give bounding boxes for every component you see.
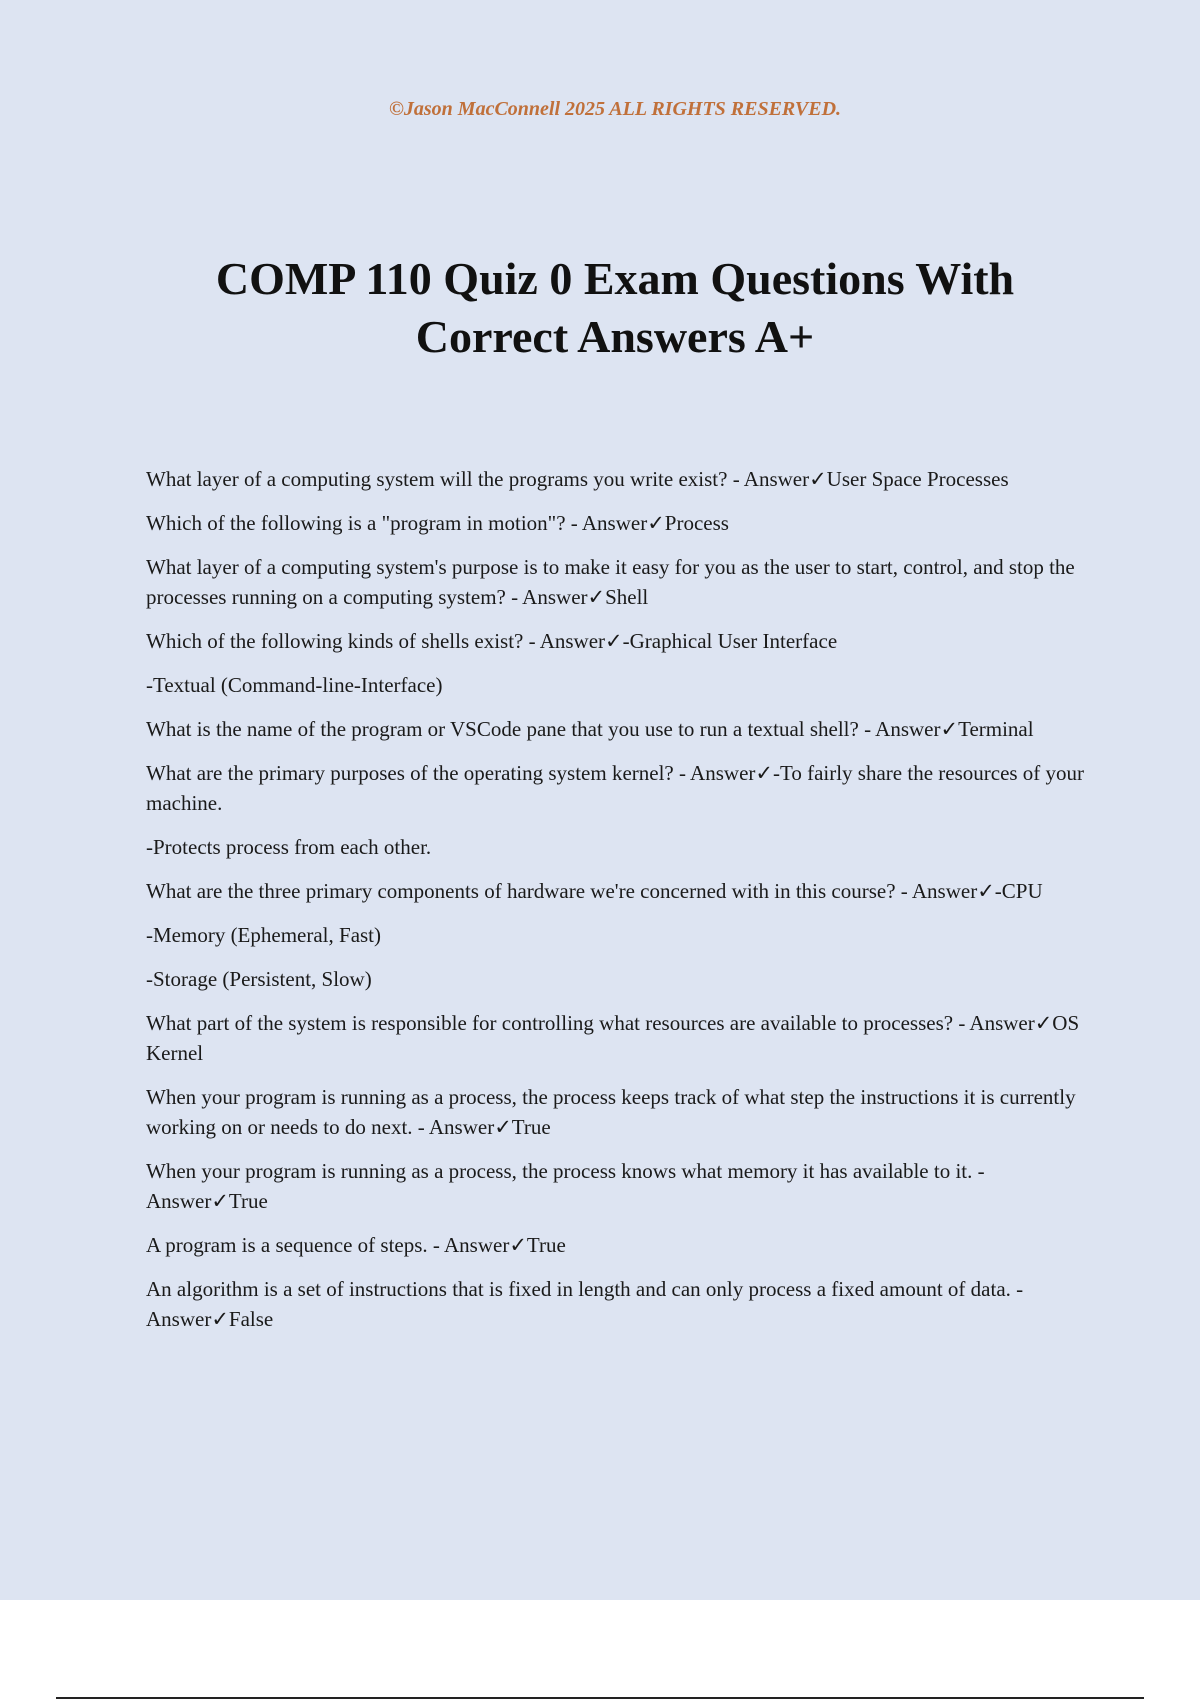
qa-text: What part of the system is responsible for controlling what resources are available to processes? - Answer✓OS Kernel <box>146 1011 1080 1065</box>
qa-item <box>146 714 1086 744</box>
qa-item <box>146 1230 1086 1260</box>
qa-text: -Textual (Command-line-Interface) <box>146 673 443 697</box>
qa-item <box>146 552 1086 612</box>
document-title: COMP 110 Quiz 0 Exam Questions With Correct Answers A+ <box>215 253 1015 362</box>
qa-text: When your program is running as a process, the process knows what memory it has available to it. - Answer✓True <box>146 1159 985 1213</box>
question-answer-list <box>146 464 1086 1348</box>
qa-item <box>146 920 1086 950</box>
qa-text: -Protects process from each other. <box>146 835 432 859</box>
copyright-notice: ©Jason MacConnell 2025 ALL RIGHTS RESERVED. <box>388 98 842 120</box>
qa-item <box>146 1082 1086 1142</box>
qa-text: Which of the following is a "program in motion"? - Answer✓Process <box>146 511 729 535</box>
qa-text: What layer of a computing system's purpose is to make it easy for you as the user to start, control, and stop the processes running on a computing system? - Answer✓Shell <box>146 555 1075 609</box>
qa-item <box>146 964 1086 994</box>
qa-text: Which of the following kinds of shells exist? - Answer✓-Graphical User Interface <box>146 629 838 653</box>
qa-text: What layer of a computing system will the programs you write exist? - Answer✓User Space Processes <box>146 467 1009 491</box>
qa-text: -Memory (Ephemeral, Fast) <box>146 923 382 947</box>
qa-item <box>146 832 1086 862</box>
qa-item <box>146 626 1086 656</box>
qa-item <box>146 758 1086 818</box>
footer-divider <box>56 1697 1144 1699</box>
qa-item <box>146 876 1086 906</box>
qa-item <box>146 1008 1086 1068</box>
qa-text: When your program is running as a process, the process keeps track of what step the instructions it is currently working on or needs to do next. - Answer✓True <box>146 1085 1076 1139</box>
qa-item <box>146 508 1086 538</box>
qa-item <box>146 670 1086 700</box>
qa-text: What are the primary purposes of the operating system kernel? - Answer✓-To fairly share the resources of your machine. <box>146 761 1085 815</box>
qa-text: What is the name of the program or VSCode pane that you use to run a textual shell? - Answer✓Terminal <box>146 717 1034 741</box>
qa-item <box>146 464 1086 494</box>
qa-text: What are the three primary components of hardware we're concerned with in this course? - Answer✓-CPU <box>146 879 1043 903</box>
qa-text: -Storage (Persistent, Slow) <box>146 967 372 991</box>
qa-text: A program is a sequence of steps. - Answer✓True <box>146 1233 566 1257</box>
qa-item <box>146 1274 1086 1334</box>
qa-item <box>146 1156 1086 1216</box>
qa-text: An algorithm is a set of instructions that is fixed in length and can only process a fixed amount of data. - Answer✓False <box>146 1277 1024 1331</box>
